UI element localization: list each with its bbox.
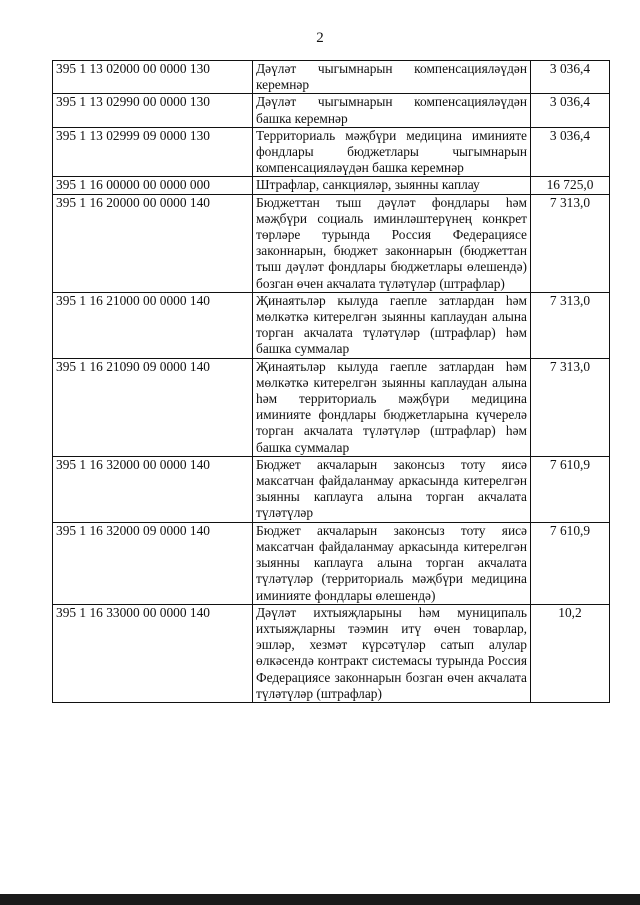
budget-code-cell: 395 1 13 02999 09 0000 130 [53,127,253,177]
budget-code-cell: 395 1 13 02990 00 0000 130 [53,94,253,127]
budget-code-cell: 395 1 16 00000 00 0000 000 [53,177,253,194]
budget-revenue-table [52,60,610,703]
budget-code-cell: 395 1 16 32000 00 0000 140 [53,456,253,522]
table-row [53,604,610,702]
budget-code-cell: 395 1 16 33000 00 0000 140 [53,604,253,702]
revenue-name-cell: Бюджет акчаларын законсыз тоту яисә максатчан файдаланмау аркасында китерелгән зыянны каплауга алына торган акчалата түләтүләр [253,456,531,522]
amount-cell: 3 036,4 [531,127,610,177]
table-row [53,358,610,456]
page-number: 2 [316,30,324,46]
revenue-name-cell: Дәүләт чыгымнарын компенсацияләүдән керемнәр [253,61,531,94]
revenue-name-cell: Җинаятьләр кылуда гаепле затлардан һәм мөлкәткә китерелгән зыянны каплаудан алына һәм территориаль мәҗбүри медицина иминияте фондлары бюджетларына күчерелә торган акчалата түләтүләр (штрафлар) һәм башка суммалар [253,358,531,456]
amount-cell: 3 036,4 [531,61,610,94]
table-row [53,292,610,358]
budget-code-cell: 395 1 16 21090 09 0000 140 [53,358,253,456]
revenue-name-cell: Дәүләт ихтыяҗларыны һәм муниципаль ихтыяҗларны тәэмин итү өчен товарлар, эшләр, хезмәт күрсәтүләр сатып алулар өлкәсендә контракт системасы турында Россия Федерациясе законнарын бозган өчен акчалата түләтүләр (штрафлар) [253,604,531,702]
revenue-name-cell: Дәүләт чыгымнарын компенсацияләүдән башка керемнәр [253,94,531,127]
revenue-name-cell: Бюджет акчаларын законсыз тоту яисә максатчан файдаланмау аркасында китерелгән зыянны каплауга алына торган акчалата түләтүләр (территориаль мәҗбүри медицина иминияте фондлары өлешендә) [253,522,531,604]
amount-cell: 16 725,0 [531,177,610,194]
budget-code-cell: 395 1 16 32000 09 0000 140 [53,522,253,604]
amount-cell: 7 313,0 [531,194,610,292]
amount-cell: 7 313,0 [531,358,610,456]
table-row [53,94,610,127]
table-row [53,194,610,292]
table-row [53,522,610,604]
table-row [53,177,610,194]
amount-cell: 3 036,4 [531,94,610,127]
amount-cell: 7 610,9 [531,522,610,604]
amount-cell: 10,2 [531,604,610,702]
amount-cell: 7 610,9 [531,456,610,522]
amount-cell: 7 313,0 [531,292,610,358]
revenue-name-cell: Җинаятьләр кылуда гаепле затлардан һәм мөлкәткә китерелгән зыянны каплаудан алына торган акчалата түләтүләр (штрафлар) һәм башка суммалар [253,292,531,358]
scan-bottom-edge [0,894,640,905]
budget-code-cell: 395 1 16 20000 00 0000 140 [53,194,253,292]
table-row [53,61,610,94]
budget-code-cell: 395 1 16 21000 00 0000 140 [53,292,253,358]
table-row [53,456,610,522]
revenue-name-cell: Штрафлар, санкцияләр, зыянны каплау [253,177,531,194]
budget-code-cell: 395 1 13 02000 00 0000 130 [53,61,253,94]
revenue-name-cell: Территориаль мәҗбүри медицина иминияте фондлары бюджетлары чыгымнарын компенсацияләүдән башка керемнәр [253,127,531,177]
revenue-name-cell: Бюджеттан тыш дәүләт фондлары һәм мәҗбүри социаль иминләштерүнең конкрет төрләре турында Россия Федерациясе законнарын, бюджет законнарын (бюджеттан тыш дәүләт фондлары бюджетлары өлешендә) бозган өчен акчалата түләтүләр (штрафлар) [253,194,531,292]
table-row [53,127,610,177]
